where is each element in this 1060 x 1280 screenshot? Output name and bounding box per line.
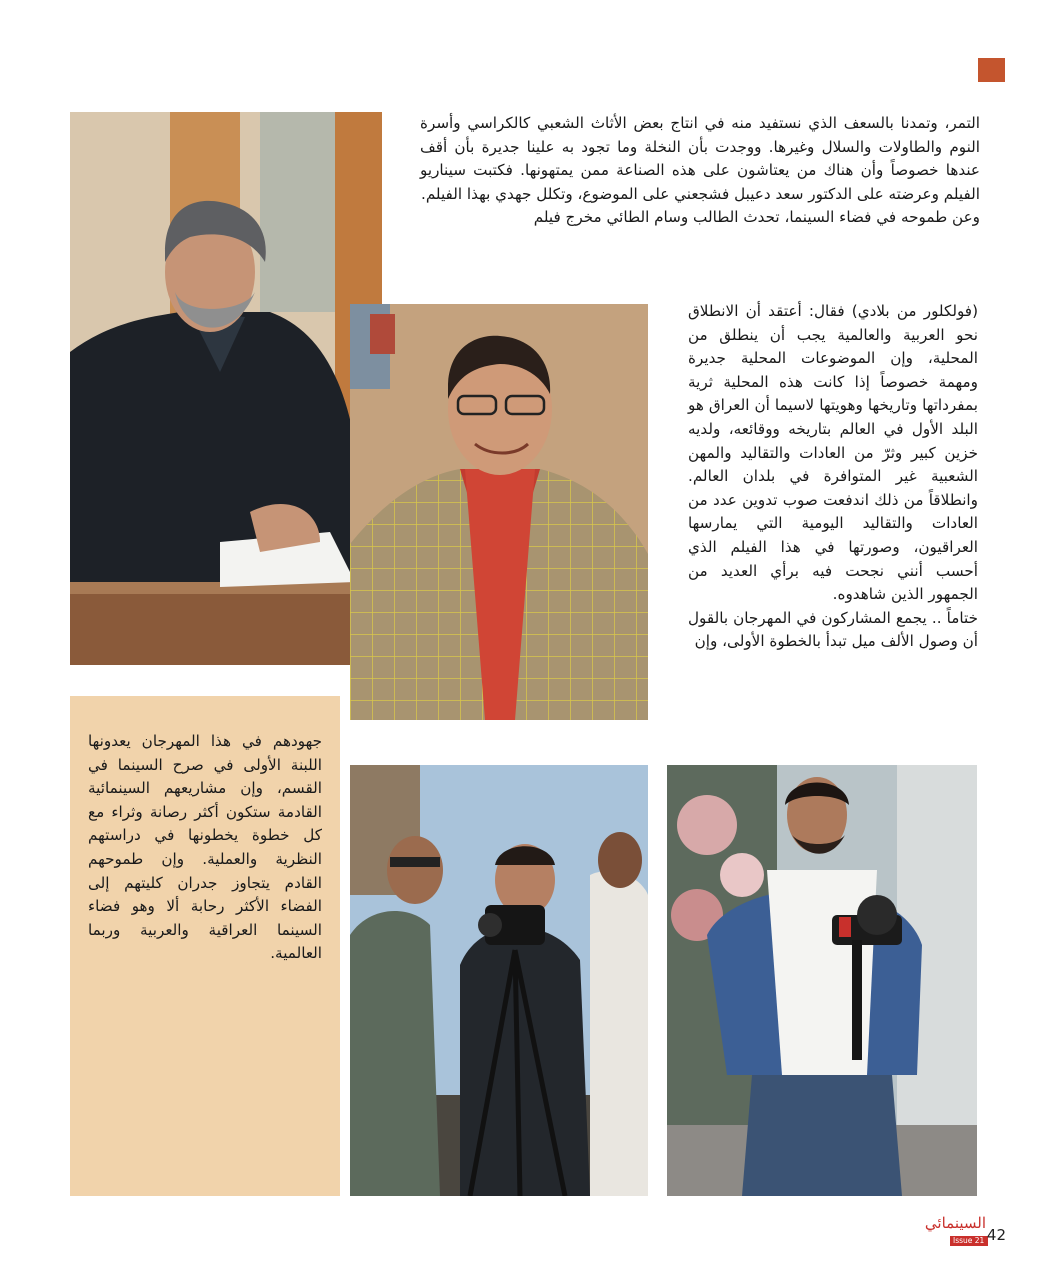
text-box xyxy=(70,696,340,1196)
paragraph: ختاماً .. يجمع المشاركون في المهرجان بالقول أن وصول الألف ميل تبدأ بالخطوة الأولى، وإن xyxy=(688,608,978,651)
issue-label: Issue 21 xyxy=(950,1236,988,1246)
paragraph: وعن طموحه في فضاء السينما، تحدث الطالب وسام الطائي مخرج فيلم xyxy=(533,208,980,227)
page-number: 42 xyxy=(986,1226,1006,1244)
paragraph: التمر، وتمدنا بالسعف الذي نستفيد منه في انتاج بعض الأثاث الشعبي كالكراسي وأسرة النوم والطاولات والسلال وغيرها. ووجدت بأن النخلة وما تجود به علينا جديرة بأن أقف عندها خصوصاً وأن هناك من يعتاشون على هذه الصناعة ممن يمتهونها. فكتبت سيناريو الفيلم وعرضته على الدكتور سعد دعيبل فشجعني على الموضوع، وتكلل جهدي بهذا الفيلم. xyxy=(420,114,980,203)
article-text-middle xyxy=(688,300,978,654)
photo-film-crew-with-camera xyxy=(350,765,648,1196)
magazine-logo xyxy=(924,1214,1008,1248)
logo-text: السينمائي xyxy=(924,1214,986,1232)
paragraph: (فولكلور من بلادي) فقال: أعتقد أن الانطلاق نحو العربية والعالمية يجب أن ينطلق من المحلية، وإن الموضوعات المحلية جديرة ومهمة خصوصاً إذا كانت هذه المحلية ثرية بمفرداتها وتاريخها وهويتها لاسيما أن العراق هو البلد الأول في العالم بتاريخه ووقائعه، ولديه خزين كبير وثرّ من العادات والتقاليد والمهن الشعبية غير المتوافرة في بلدان العالم. وانطلاقاً من ذلك اندفعت صوب تدوين عدد من العادات والتقاليد اليومية التي يمارسها العراقيون، وصورتها في هذا الفيلم الذي أحسب أنني نجحت فيه برأي العديد من الجمهور الذين شاهدوه. xyxy=(688,302,978,604)
photo-man-with-gimbal xyxy=(667,765,977,1196)
text-box-content xyxy=(88,730,322,966)
article-text-top xyxy=(420,112,980,230)
accent-square xyxy=(978,58,1005,82)
photo-man-at-desk xyxy=(70,112,382,665)
photo-man-in-checked-jacket xyxy=(350,304,648,720)
paragraph: جهودهم في هذا المهرجان يعدونها اللبنة الأولى في صرح السينما في القسم، وإن مشاريعهم السينمائية القادمة ستكون أكثر رصانة وثراء مع كل خطوة يخطونها في دراستهم النظرية والعملية. وإن طموحهم القادم يتجاوز جدران كليتهم إلى الفضاء الأكثر رحابة ألا وهو فضاء السينما العراقية والعربية وربما العالمية. xyxy=(88,732,322,963)
